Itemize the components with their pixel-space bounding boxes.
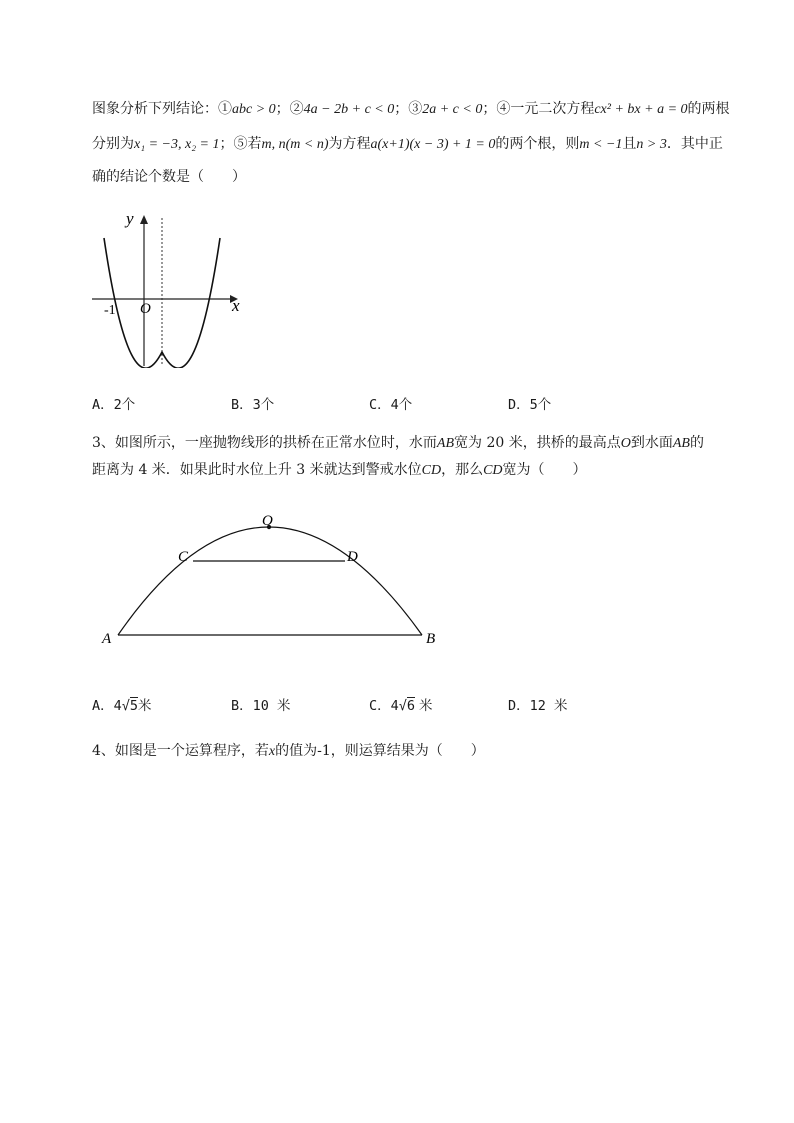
q2-l1-text-1: 图象分析下列结论：① xyxy=(92,101,232,117)
q2-l1-math-1: abc > 0 xyxy=(232,102,276,117)
q3-l2-math-2: CD xyxy=(483,463,503,478)
q2-l1-math-4: cx² + bx + a = 0 xyxy=(594,102,688,117)
q2-l2-math-4: m < −1 xyxy=(579,137,623,152)
q3-l1-text-4: 的 xyxy=(689,435,704,451)
sqrt-sign: √ xyxy=(398,698,407,714)
q3-a-suffix: 米 xyxy=(138,698,152,714)
q2-l1-text-5: 的两根 xyxy=(687,101,730,117)
q3-a-radicand: 5 xyxy=(129,698,139,714)
y-axis-arrow xyxy=(140,215,148,224)
q4-line-1 xyxy=(92,742,485,761)
q2-l1-text-3: ；③ xyxy=(394,101,423,117)
q2-option-c[interactable]: C．4个 xyxy=(369,397,413,413)
q2-l2-text-2: ；⑤若 xyxy=(219,136,262,152)
q2-l2-text-1: 分别为 xyxy=(92,136,134,152)
q3-l1-text-2: 宽为 20 米，拱桥的最高点 xyxy=(454,435,621,451)
q2-line-3: 确的结论个数是（ ） xyxy=(92,169,246,185)
origin-label: O xyxy=(140,301,151,317)
q2-line-1 xyxy=(92,100,730,119)
sqrt-sign: √ xyxy=(121,698,130,714)
q2-option-d[interactable]: D．5个 xyxy=(508,397,552,413)
q3-l2-text-3: 宽为（ ） xyxy=(502,462,587,478)
q2-line-2 xyxy=(92,135,723,154)
q3-option-c[interactable] xyxy=(369,694,433,714)
q2-l2-math-2: m, n(m < n) xyxy=(261,137,329,152)
q3-option-b[interactable]: B．10 米 xyxy=(231,698,291,714)
q2-l2-math-3: a(x+1)(x − 3) + 1 = 0 xyxy=(370,137,496,152)
label-A: A xyxy=(102,631,112,647)
arch-curve xyxy=(118,527,422,635)
q3-a-prefix: A．4 xyxy=(92,698,122,714)
q3-line-2 xyxy=(92,461,587,480)
q3-option-a[interactable] xyxy=(92,694,152,714)
q3-l2-math-1: CD xyxy=(421,463,442,478)
q2-l1-math-2: 4a − 2b + c < 0 xyxy=(303,102,395,117)
q4-math-1: x xyxy=(268,744,276,759)
y-label: y xyxy=(126,209,134,228)
q2-l2-text-3: 为方程 xyxy=(328,136,371,152)
label-B: B xyxy=(426,631,436,647)
q2-l1-text-4: ；④一元二次方程 xyxy=(482,101,595,117)
minus-one-label: -1 xyxy=(104,303,116,318)
q3-l2-text-2: ，那么 xyxy=(441,462,484,478)
q3-l1-math-2: O xyxy=(620,436,631,451)
q2-option-a[interactable]: A．2个 xyxy=(92,397,136,413)
q3-c-prefix: C．4 xyxy=(369,698,399,714)
q2-l1-text-2: ；② xyxy=(275,101,304,117)
q2-l2-math-5: n > 3 xyxy=(636,137,667,152)
q2-parabola-graph xyxy=(90,208,260,368)
q4-text-1: 4、如图是一个运算程序，若 xyxy=(92,743,269,759)
q3-l1-text-3: 到水面 xyxy=(630,435,673,451)
label-D: D xyxy=(347,549,358,565)
q3-l1-text-1: 3、如图所示，一座抛物线形的拱桥在正常水位时，水而 xyxy=(92,435,437,451)
q3-arch-bridge-figure xyxy=(95,510,455,650)
q2-l2-text-6: ．其中正 xyxy=(666,136,723,152)
q4-text-2: 的值为-1，则运算结果为（ ） xyxy=(275,743,485,759)
label-O: O xyxy=(262,513,273,529)
q3-c-suffix: 米 xyxy=(419,698,433,714)
q3-c-radicand: 6 xyxy=(406,698,416,714)
q2-l2-text-4: 的两个根，则 xyxy=(495,136,580,152)
q3-l1-math-1: AB xyxy=(436,436,455,451)
q3-l2-text-1: 距离为 4 米．如果此时水位上升 3 米就达到警戒水位 xyxy=(92,462,422,478)
q2-l2-math-1: x₁ = −3, x₂ = 1 xyxy=(134,137,220,152)
q3-l1-math-3: AB xyxy=(672,436,690,451)
q3-line-1 xyxy=(92,434,704,453)
x-label: x xyxy=(232,296,240,315)
q2-l1-math-3: 2a + c < 0 xyxy=(422,102,483,117)
q3-option-d[interactable]: D．12 米 xyxy=(508,698,568,714)
q2-option-b[interactable]: B．3个 xyxy=(231,397,275,413)
label-C: C xyxy=(178,549,189,565)
q2-l2-text-5: 且 xyxy=(622,136,637,152)
